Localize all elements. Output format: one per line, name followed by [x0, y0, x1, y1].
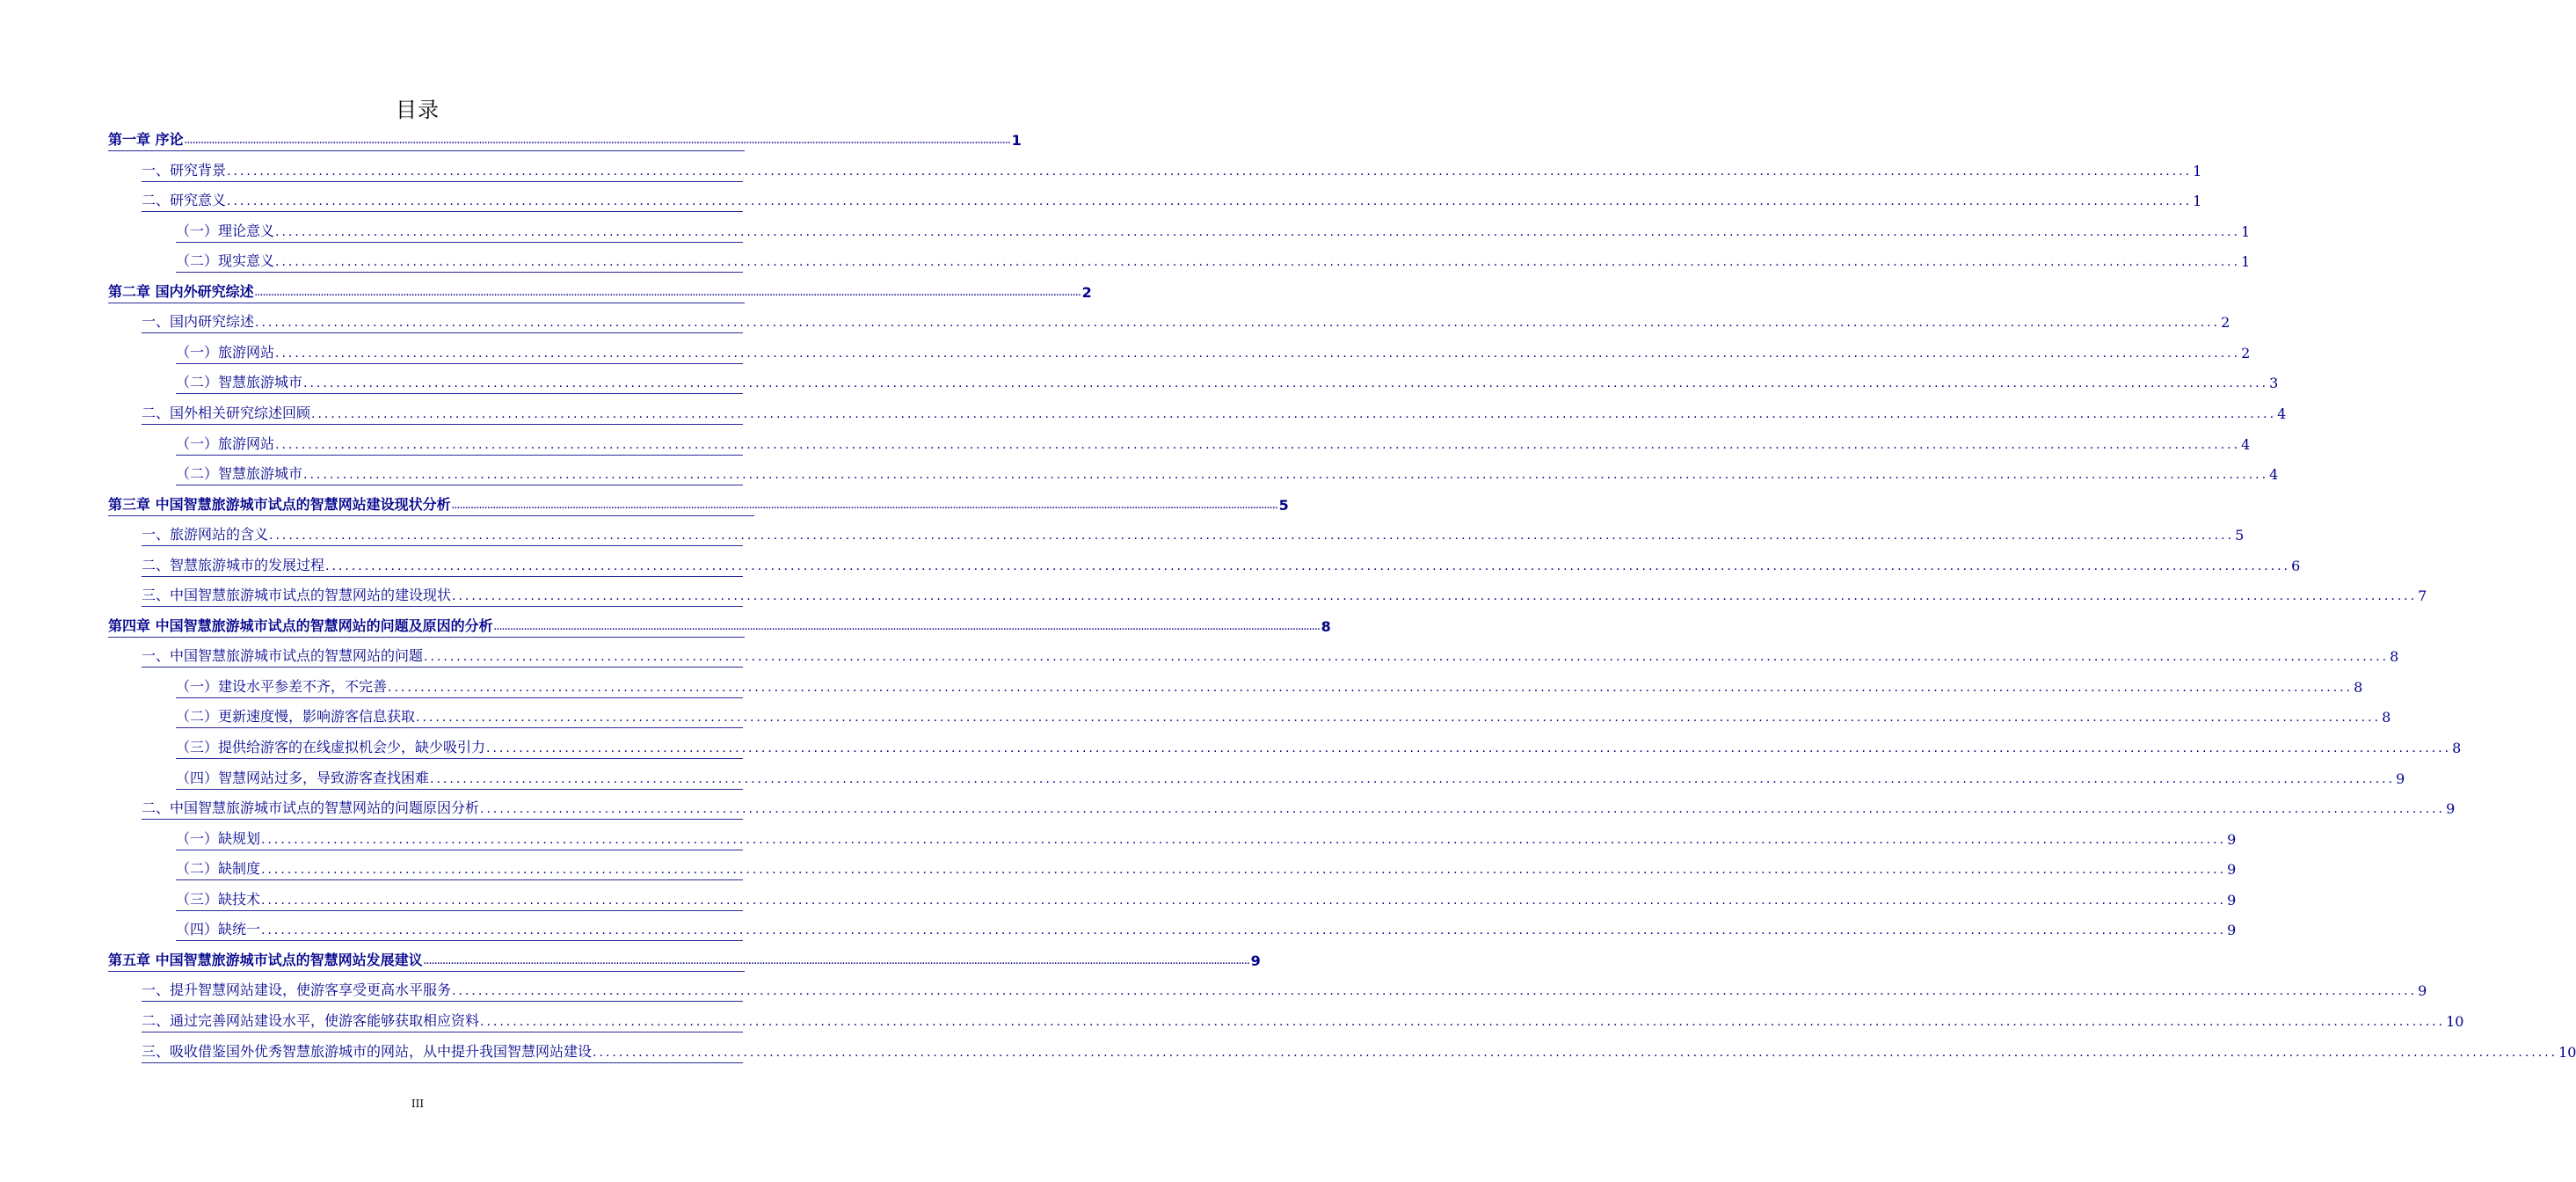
toc-entry[interactable] — [176, 736, 2462, 759]
toc-entry[interactable] — [142, 797, 2456, 820]
toc-dot-leader: ............................................................................................................................................................................................................................................................................................................ — [261, 894, 2227, 908]
toc-entry[interactable] — [108, 615, 1331, 638]
toc-entry-text: 二、智慧旅游城市的发展过程 — [142, 557, 325, 573]
toc-entry-page: 9 — [2396, 770, 2405, 787]
toc-entry-page: 9 — [2227, 922, 2237, 938]
toc-dot-leader: ............................................................................................................................................................................................................................................................................................................ — [416, 711, 2382, 725]
toc-entry[interactable] — [176, 463, 2279, 485]
toc-entry[interactable] — [142, 310, 2230, 333]
toc-entry-page: 1 — [2193, 193, 2202, 209]
toc-dot-leader: ............................................................................................................................................................................................................................................................................................................ — [452, 589, 2418, 603]
toc-dot-leader: ............................................................................................................................................................................................................................................................................................................ — [254, 289, 1081, 298]
toc-dot-leader: ............................................................................................................................................................................................................................................................................................................ — [493, 624, 1321, 632]
toc-entry-text: （二）智慧旅游城市 — [176, 465, 303, 482]
toc-dot-leader: ............................................................................................................................................................................................................................................................................................................ — [480, 802, 2446, 816]
toc-entry[interactable] — [108, 949, 1261, 972]
toc-entry-page: 10 — [2558, 1044, 2576, 1061]
toc-dot-leader: ............................................................................................................................................................................................................................................................................................................ — [275, 225, 2241, 239]
toc-entry-page: 5 — [2235, 527, 2245, 544]
toc-dot-leader: ............................................................................................................................................................................................................................................................................................................ — [303, 376, 2269, 390]
toc-dot-leader: ............................................................................................................................................................................................................................................................................................................ — [261, 923, 2227, 938]
toc-entry[interactable] — [142, 523, 2245, 546]
toc-entry-text: 二、国外相关研究综述回顾 — [142, 405, 311, 421]
toc-entry-page: 9 — [2227, 861, 2237, 878]
toc-entry[interactable] — [176, 767, 2405, 790]
toc-entry[interactable] — [176, 705, 2391, 728]
toc-entry[interactable] — [142, 1040, 2576, 1063]
toc-entry-text: 一、研究背景 — [142, 162, 227, 179]
toc-entry-page: 3 — [2269, 375, 2279, 391]
toc-entry[interactable] — [142, 159, 2202, 182]
toc-entry[interactable] — [176, 371, 2279, 394]
toc-entry-page: 4 — [2277, 405, 2287, 422]
toc-dot-leader: ............................................................................................................................................................................................................................................................................................................ — [227, 164, 2193, 179]
toc-entry-page: 8 — [2354, 679, 2363, 696]
toc-title: 目录 — [396, 98, 440, 122]
toc-entry-page: 2 — [1081, 284, 1092, 301]
toc-entry-text: （一）理论意义 — [176, 223, 275, 239]
toc-entry[interactable] — [142, 1010, 2464, 1032]
toc-entry-text: （二）更新速度慢，影响游客信息获取 — [176, 708, 416, 725]
toc-entry[interactable] — [176, 857, 2237, 880]
toc-entry[interactable] — [142, 554, 2301, 577]
toc-entry-page: 5 — [1278, 497, 1289, 514]
toc-entry-page: 2 — [2241, 345, 2251, 361]
toc-entry-text: （二）缺制度 — [176, 860, 261, 877]
toc-entry-page: 1 — [2193, 163, 2202, 179]
toc-dot-leader: ............................................................................................................................................................................................................................................................................................................ — [388, 681, 2354, 695]
toc-entry[interactable] — [142, 189, 2202, 212]
toc-entry-text: 二、通过完善网站建设水平，使游客能够获取相应资料 — [142, 1012, 480, 1029]
toc-entry-page: 2 — [2221, 314, 2230, 331]
toc-entry-text: （二）现实意义 — [176, 252, 275, 269]
toc-dot-leader: ............................................................................................................................................................................................................................................................................................................ — [451, 502, 1278, 511]
toc-entry-text: （三）缺技术 — [176, 891, 261, 908]
toc-entry-text: 一、国内研究综述 — [142, 313, 255, 330]
toc-entry[interactable] — [176, 341, 2251, 364]
toc-entry-text: （一）旅游网站 — [176, 435, 275, 452]
toc-entry-text: 一、提升智慧网站建设，使游客享受更高水平服务 — [142, 981, 452, 998]
toc-entry-text: 第一章 序论 — [108, 131, 184, 148]
toc-dot-leader: ............................................................................................................................................................................................................................................................................................................ — [430, 772, 2396, 786]
toc-entry[interactable] — [108, 128, 1022, 151]
toc-entry-text: 三、中国智慧旅游城市试点的智慧网站的建设现状 — [142, 587, 452, 603]
toc-dot-leader: ............................................................................................................................................................................................................................................................................................................ — [452, 984, 2418, 998]
toc-entry-text: （四）智慧网站过多，导致游客查找困难 — [176, 770, 430, 786]
toc-entry[interactable] — [142, 402, 2287, 425]
toc-entry-page: 1 — [2241, 223, 2251, 240]
toc-entry-text: 一、旅游网站的含义 — [142, 526, 269, 543]
toc-entry[interactable] — [142, 979, 2427, 1002]
toc-dot-leader: ............................................................................................................................................................................................................................................................................................................ — [261, 833, 2227, 847]
toc-entry-text: 第四章 中国智慧旅游城市试点的智慧网站的问题及原因的分析 — [108, 617, 493, 634]
toc-entry-page: 7 — [2418, 587, 2427, 604]
toc-dot-leader: ............................................................................................................................................................................................................................................................................................................ — [325, 559, 2291, 573]
toc-dot-leader: ............................................................................................................................................................................................................................................................................................................ — [227, 194, 2193, 208]
toc-entry-page: 1 — [1011, 132, 1022, 149]
toc-dot-leader: ............................................................................................................................................................................................................................................................................................................ — [275, 255, 2241, 269]
toc-entry-page: 9 — [2227, 892, 2237, 908]
toc-entry[interactable] — [176, 888, 2237, 911]
toc-entry-text: （二）智慧旅游城市 — [176, 374, 303, 390]
toc-dot-leader: ............................................................................................................................................................................................................................................................................................................ — [255, 316, 2221, 330]
toc-entry-text: 二、研究意义 — [142, 192, 227, 208]
toc-entry-text: 三、吸收借鉴国外优秀智慧旅游城市的网站，从中提升我国智慧网站建设 — [142, 1043, 593, 1060]
toc-entry-text: （一）建设水平参差不齐，不完善 — [176, 678, 388, 695]
toc-dot-leader: ............................................................................................................................................................................................................................................................................................................ — [184, 137, 1011, 146]
toc-entry-text: 第三章 中国智慧旅游城市试点的智慧网站建设现状分析 — [108, 496, 451, 513]
page-number-footer: III — [411, 1098, 425, 1110]
toc-entry-page: 9 — [2418, 982, 2427, 999]
toc-entry-text: （三）提供给游客的在线虚拟机会少，缺少吸引力 — [176, 739, 486, 755]
toc-dot-leader: ............................................................................................................................................................................................................................................................................................................ — [311, 407, 2277, 421]
toc-entry-page: 9 — [2446, 800, 2456, 817]
toc-dot-leader: ............................................................................................................................................................................................................................................................................................................ — [424, 650, 2390, 664]
toc-entry-page: 9 — [1250, 952, 1261, 969]
toc-dot-leader: ............................................................................................................................................................................................................................................................................................................ — [275, 438, 2241, 452]
toc-entry-text: （一）缺规划 — [176, 830, 261, 847]
toc-dot-leader: ............................................................................................................................................................................................................................................................................................................ — [423, 958, 1250, 967]
toc-entry-page: 4 — [2241, 436, 2251, 453]
toc-entry-page: 8 — [2390, 648, 2399, 665]
toc-entry[interactable] — [108, 493, 1289, 516]
toc-entry-text: （一）旅游网站 — [176, 344, 275, 361]
toc-entry[interactable] — [176, 250, 2251, 273]
toc-dot-leader: ............................................................................................................................................................................................................................................................................................................ — [486, 741, 2452, 755]
toc-entry[interactable] — [176, 918, 2237, 941]
toc-entry[interactable] — [142, 645, 2399, 668]
toc-entry[interactable] — [176, 433, 2251, 456]
toc-entry-page: 6 — [2291, 558, 2301, 574]
toc-entry-page: 4 — [2269, 466, 2279, 483]
toc-dot-leader: ............................................................................................................................................................................................................................................................................................................ — [261, 863, 2227, 877]
toc-dot-leader: ............................................................................................................................................................................................................................................................................................................ — [480, 1015, 2446, 1029]
toc-dot-leader: ............................................................................................................................................................................................................................................................................................................ — [593, 1046, 2558, 1060]
toc-entry[interactable] — [176, 220, 2251, 243]
toc-entry[interactable] — [142, 584, 2427, 607]
toc-entry[interactable] — [176, 675, 2363, 698]
toc-entry-text: 二、中国智慧旅游城市试点的智慧网站的问题原因分析 — [142, 799, 480, 816]
toc-entry-text: （四）缺统一 — [176, 921, 261, 938]
toc-entry-page: 10 — [2446, 1013, 2464, 1030]
toc-entry-page: 8 — [1321, 618, 1331, 635]
toc-entry-text: 一、中国智慧旅游城市试点的智慧网站的问题 — [142, 647, 424, 664]
toc-dot-leader: ............................................................................................................................................................................................................................................................................................................ — [269, 529, 2235, 543]
toc-entry-page: 9 — [2227, 831, 2237, 848]
toc-entry-page: 8 — [2452, 740, 2462, 756]
toc-entry[interactable] — [108, 281, 1092, 303]
toc-dot-leader: ............................................................................................................................................................................................................................................................................................................ — [303, 468, 2269, 482]
toc-entry-text: 第五章 中国智慧旅游城市试点的智慧网站发展建议 — [108, 952, 423, 968]
toc-entry-page: 1 — [2241, 253, 2251, 270]
toc-entry-text: 第二章 国内外研究综述 — [108, 283, 254, 300]
toc-entry[interactable] — [176, 828, 2237, 850]
toc-dot-leader: ............................................................................................................................................................................................................................................................................................................ — [275, 347, 2241, 361]
toc-entry-page: 8 — [2382, 709, 2391, 726]
